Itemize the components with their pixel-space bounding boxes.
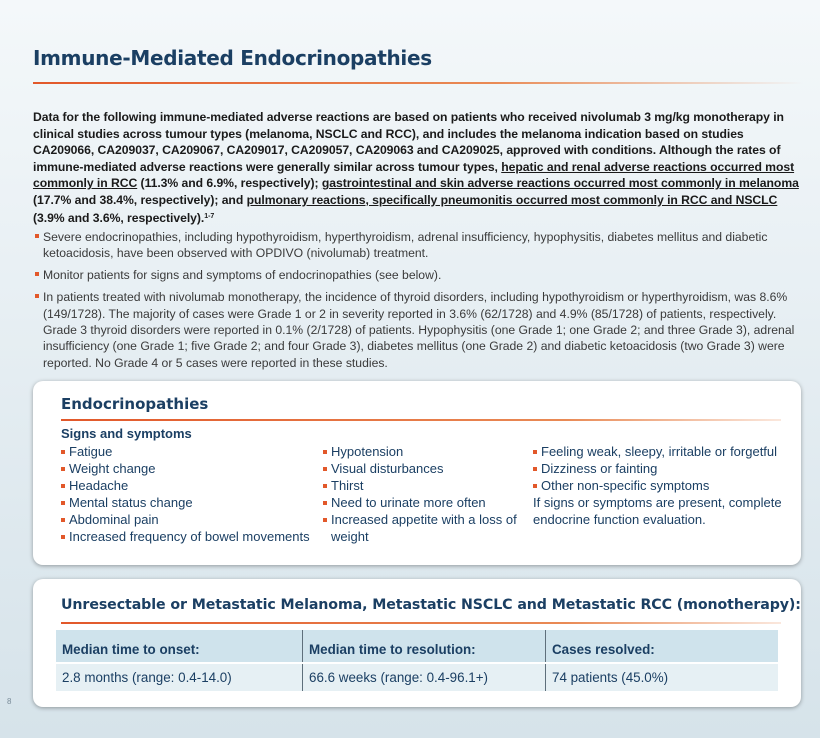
- melanoma-divider: [61, 622, 781, 624]
- table-header-row: [56, 630, 778, 663]
- endocrinopathies-title: Endocrinopathies: [61, 395, 209, 413]
- list-item: Visual disturbances: [323, 461, 523, 478]
- intro-text-2: (11.3% and 6.9%, respectively);: [137, 176, 322, 191]
- onset-resolution-table: [56, 630, 778, 691]
- bullet-monitor-patients: Monitor patients for signs and symptoms of endocrinopathies (see below).: [35, 267, 807, 283]
- endocrinopathies-card: [33, 381, 801, 565]
- list-item: Headache: [61, 478, 331, 495]
- endocrinopathies-divider: [61, 419, 781, 421]
- page-number: 8: [7, 697, 12, 706]
- list-item: Abdominal pain: [61, 512, 331, 529]
- table-row: [56, 663, 778, 691]
- list-item: Increased frequency of bowel movements: [61, 529, 331, 546]
- symptom-column-3: [533, 444, 793, 495]
- header-resolution: Median time to resolution:: [303, 630, 546, 663]
- intro-underline-hepatic-renal: hepatic and renal adverse reactions occurred most commonly in RCC: [33, 159, 795, 191]
- list-item: Dizziness or fainting: [533, 461, 793, 478]
- list-item: Need to urinate more often: [323, 495, 523, 512]
- list-item: Other non-specific symptoms: [533, 478, 793, 495]
- list-item: Fatigue: [61, 444, 331, 461]
- list-item: Thirst: [323, 478, 523, 495]
- intro-underline-pulmonary: pulmonary reactions, specifically pneumonitis occurred most commonly in RCC and NSCLC: [246, 192, 778, 207]
- evaluation-note: If signs or symptoms are present, complete endocrine function evaluation.: [533, 495, 782, 527]
- bullet-list: [35, 229, 807, 377]
- intro-text-1: Data for the following immune-mediated adverse reactions are based on patients who received nivolumab 3 mg/kg monotherapy in clinical studies across tumour types (melanoma, NSCLC and RCC), and includes the melanoma indication based on studies CA209066, CA209037, CA209067, CA209017, CA209057, CA209063 and CA209025, approved with conditions. Although the rates of immune-mediated adverse reactions were generally similar across tumour types,: [33, 110, 784, 174]
- signs-heading: Signs and symptoms: [61, 426, 192, 441]
- cell-onset: 2.8 months (range: 0.4-14.0): [56, 663, 303, 691]
- intro-paragraph: [33, 109, 803, 226]
- intro-underline-gi-skin: gastrointestinal and skin adverse reactions occurred most commonly in melanoma: [321, 176, 799, 191]
- symptom-column-2: [323, 444, 523, 545]
- reference-superscript: 1-7: [204, 212, 215, 220]
- intro-text-4: (3.9% and 3.6%, respectively).: [33, 210, 205, 225]
- header-onset: Median time to onset:: [56, 630, 303, 663]
- bullet-thyroid-incidence: In patients treated with nivolumab monotherapy, the incidence of thyroid disorders, including hypothyroidism or hyperthyroidism, was 8.6% (149/1728). The majority of cases were Grade 1 or 2 in severity reported in 3.6% (62/1728) and 4.9% (85/1728) of patients, respectively. Grade 3 thyroid disorders were reported in 0.1% (2/1728) of patients. Hypophysitis (one Grade 1; one Grade 2; and three Grade 3), adrenal insufficiency (one Grade 1; five Grade 2; and four Grade 3), diabetes mellitus (one Grade 2) and diabetic ketoacidosis (two Grade 3) were reported. No Grade 4 or 5 cases were reported in these studies.: [35, 289, 807, 371]
- intro-text-3: (17.7% and 38.4%, respectively); and: [33, 192, 247, 207]
- list-item: Weight change: [61, 461, 331, 478]
- list-item: Feeling weak, sleepy, irritable or forgetful: [533, 444, 793, 461]
- cell-cases-resolved: 74 patients (45.0%): [546, 663, 779, 691]
- header-cases-resolved: Cases resolved:: [546, 630, 779, 663]
- list-item: Hypotension: [323, 444, 523, 461]
- melanoma-title: Unresectable or Metastatic Melanoma, Metastatic NSCLC and Metastatic RCC (monotherapy):: [61, 597, 801, 613]
- melanoma-card: [33, 579, 801, 707]
- symptom-column-1: [61, 444, 331, 545]
- list-item: Mental status change: [61, 495, 331, 512]
- bullet-severe-endocrinopathies: Severe endocrinopathies, including hypothyroidism, hyperthyroidism, adrenal insufficiency, hypophysitis, diabetes mellitus and diabetic ketoacidosis, have been observed with OPDIVO (nivolumab) treatment.: [35, 229, 807, 262]
- page-title: Immune-Mediated Endocrinopathies: [33, 46, 432, 70]
- title-divider: [33, 82, 803, 84]
- list-item: Increased appetite with a loss of weight: [323, 512, 523, 546]
- cell-resolution: 66.6 weeks (range: 0.4-96.1+): [303, 663, 546, 691]
